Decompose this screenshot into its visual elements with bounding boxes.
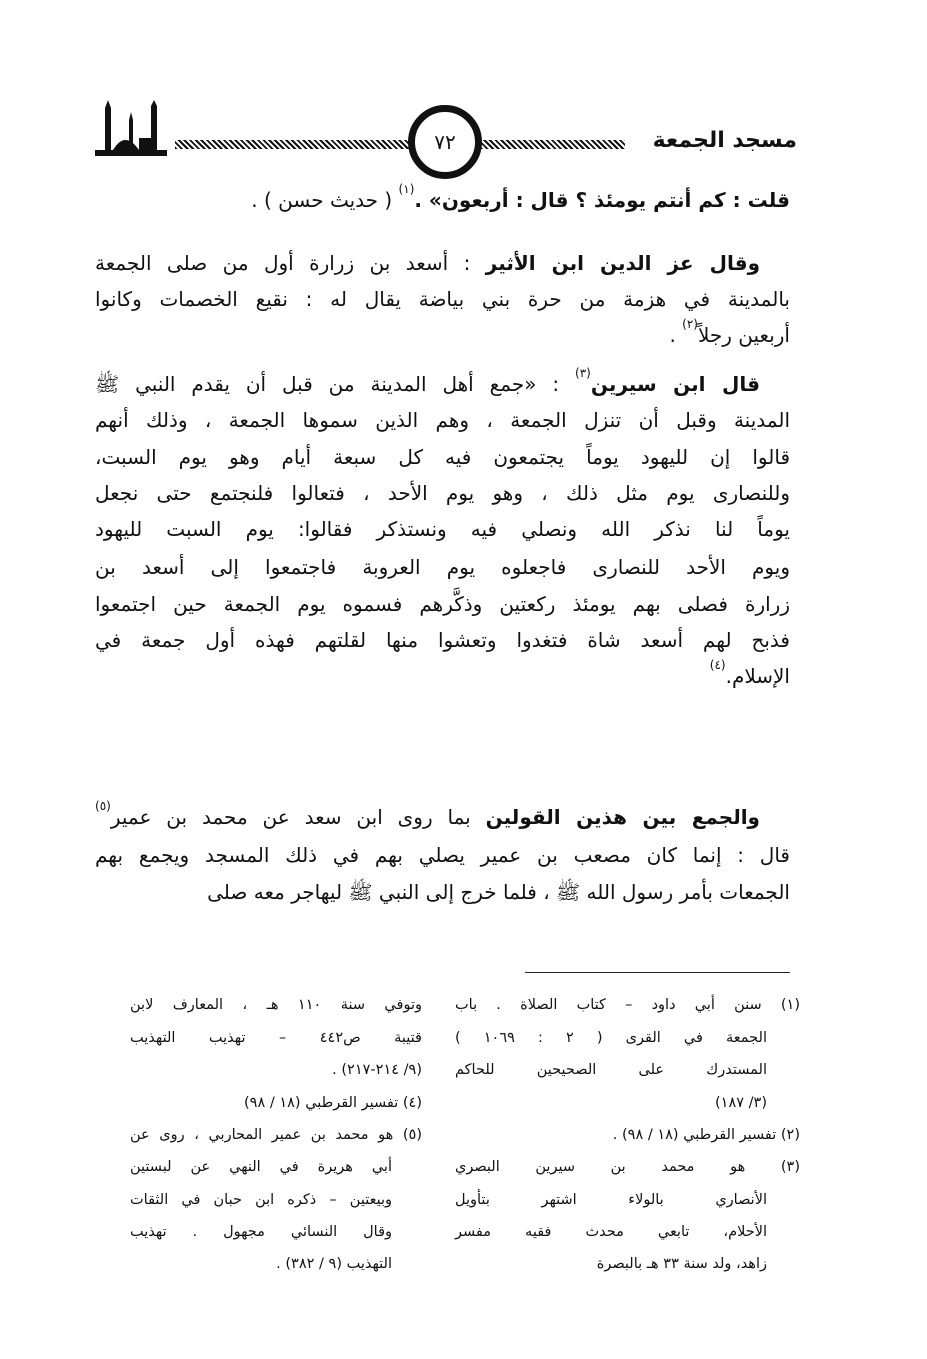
text-run: الجمعات بأمر رسول الله ﷺ ، فلما خرج إلى النبي ﷺ ليهاجر معه صلى [207, 880, 790, 904]
text-run: ( حديث حسن ) . [251, 188, 399, 212]
mosque-minaret-icon [95, 100, 167, 156]
footnote-separator [525, 972, 790, 973]
bold-lead-in: وقال عز الدين ابن الأثير [485, 251, 761, 275]
footnote-line: الجمعة في القرى ( ٢ : ١٠٦٩ ) [455, 1030, 767, 1046]
text-line [95, 282, 790, 316]
footnote-ref[interactable]: (٥) [95, 799, 111, 813]
footnote-line: (٣) هو محمد بن سيرين البصري [455, 1159, 800, 1175]
footnote-line: زاهد، ولد سنة ٣٣ هـ بالبصرة [596, 1256, 767, 1272]
text-line [95, 183, 790, 217]
footnote-line: وتوفي سنة ١١٠ هـ ، المعارف لابن [130, 997, 422, 1013]
text-run: فذبح لهم أسعد شاة فتغدوا وتعشوا منها لقلتهم فهذه أول جمعة في [95, 628, 790, 652]
text-run: : أسعد بن زرارة أول من صلى الجمعة [95, 251, 486, 275]
header-ornament-line [175, 140, 625, 149]
bold-lead-in: قلت : كم أنتم يومئذ ؟ قال : أربعون» . [414, 188, 790, 212]
text-run: : «جمع أهل المدينة من قبل أن يقدم النبي ﷺ [95, 372, 576, 396]
text-run: قالوا إن لليهود يوماً يجتمعون فيه كل سبعة أيام وهو يوم السبت، [95, 445, 790, 469]
text-run: بالمدينة في هزمة من حرة بني بياضة يقال له : نقيع الخصمات وكانوا [95, 287, 790, 311]
text-line [95, 512, 790, 546]
text-run: قال : إنما كان مصعب بن عمير يصلي بهم في ذلك المسجد ويجمع بهم [95, 843, 790, 867]
text-run: يوماً لنا نذكر الله ونصلي فيه ونستذكر فقالوا: يوم السبت لليهود [95, 517, 790, 541]
text-line [95, 403, 790, 437]
footnote-line: المستدرك على الصحيحين للحاكم [455, 1062, 767, 1078]
footnote-line: (١) سنن أبي داود – كتاب الصلاة . باب [455, 997, 800, 1013]
text-line [95, 246, 760, 280]
text-run: زرارة فصلى بهم يومئذ ركعتين وذكَّرهم فسموه يوم الجمعة حين اجتمعوا [95, 592, 790, 616]
text-line [95, 587, 790, 621]
text-run: المدينة وقبل أن تنزل الجمعة ، وهم الذين سموها الجمعة ، وذلك أنهم [95, 408, 790, 432]
text-run: . [669, 323, 683, 347]
text-line [95, 623, 790, 657]
text-line [95, 875, 790, 909]
footnote-line: (٣/ ١٨٧) [714, 1095, 767, 1111]
running-title: مسجد الجمعة [652, 128, 797, 153]
footnote-line: قتيبة ص٤٤٢ – تهذيب التهذيب [130, 1030, 422, 1046]
text-run: الإسلام. [725, 664, 790, 688]
text-line [95, 659, 790, 693]
bold-lead-in: والجمع بين هذين القولين [485, 805, 760, 829]
footnote-line: وبيعتين – ذكره ابن حبان في الثقات [130, 1192, 392, 1208]
text-run: وللنصارى يوم مثل ذلك ، وهو يوم الأحد ، فتعالوا فلنجتمع حتى نجعل [95, 481, 790, 505]
text-run: ويوم الأحد للنصارى فاجعلوه يوم العروبة فاجتمعوا إلى أسعد بن [95, 555, 790, 579]
page-number: ٧٢ [434, 130, 456, 154]
footnote-line: أبي هريرة في النهي عن لبستين [130, 1159, 392, 1175]
text-line [95, 318, 790, 352]
page-number-badge [408, 105, 482, 179]
footnote-line: التهذيب (٩ / ٣٨٢) . [276, 1256, 392, 1272]
text-line [95, 440, 790, 474]
footnote-line: الأنصاري بالولاء اشتهر بتأويل [455, 1192, 767, 1208]
footnote-line: (٩/ ٢١٤-٢١٧) . [332, 1062, 422, 1078]
footnote-ref[interactable]: (٢) [682, 317, 698, 331]
text-line [95, 838, 790, 872]
text-run: بما روى ابن سعد عن محمد بن عمير [110, 805, 486, 829]
footnote-ref[interactable]: (١) [398, 182, 415, 196]
text-run: أربعين رجلاً [697, 323, 790, 347]
footnote-line: (٤) تفسير القرطبي (١٨ / ٩٨) [243, 1095, 422, 1111]
footnote-ref[interactable]: (٣) [575, 366, 591, 380]
footnote-line: وقال النسائي مجهول . تهذيب [130, 1224, 392, 1240]
text-line [95, 800, 760, 834]
footnote-line: (٥) هو محمد بن عمير المحاربي ، روى عن [130, 1127, 422, 1143]
footnote-line: (٢) تفسير القرطبي (١٨ / ٩٨) . [612, 1127, 800, 1143]
footnote-ref[interactable]: (٤) [709, 658, 726, 672]
text-line [95, 367, 760, 401]
text-line [95, 550, 790, 584]
bold-lead-in: قال ابن سيرين [590, 372, 761, 396]
footnote-line: الأحلام، تابعي محدث فقيه مفسر [455, 1224, 767, 1240]
text-line [95, 476, 790, 510]
